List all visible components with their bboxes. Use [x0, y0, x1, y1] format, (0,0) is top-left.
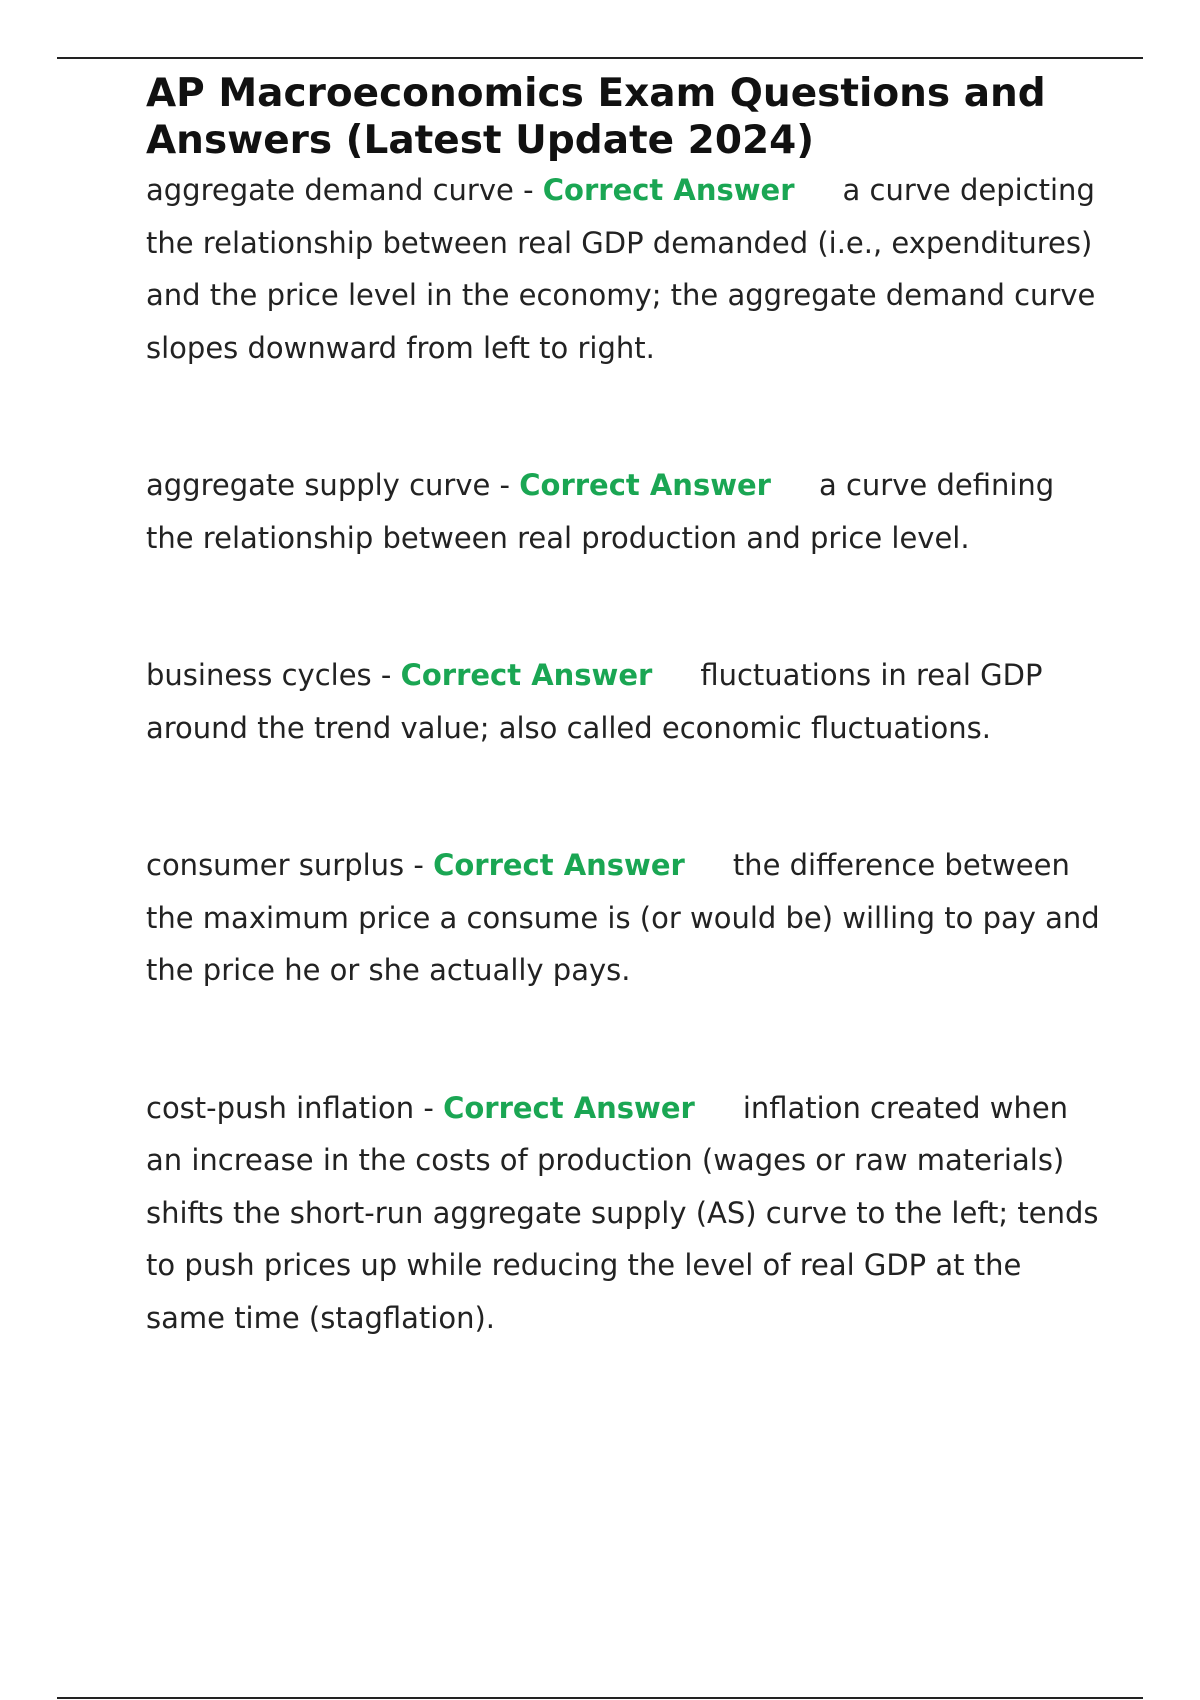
correct-answer-label: Correct Answer [433, 848, 685, 882]
correct-answer-label: Correct Answer [400, 658, 653, 692]
entry-definition: fluctuations in real GDP around the trend value; also called economic fluctuations. [146, 658, 1043, 745]
qa-entry [146, 1082, 1106, 1345]
entry-definition: a curve defining the relationship between real production and price level. [146, 468, 1055, 555]
qa-entry [146, 164, 1106, 374]
correct-answer-label: Correct Answer [519, 468, 771, 502]
document-body [146, 70, 1106, 1344]
entry-term: aggregate demand curve - [146, 173, 543, 207]
correct-answer-label: Correct Answer [443, 1090, 695, 1125]
entry-term: aggregate supply curve - [146, 468, 520, 502]
entry-definition: a curve depicting the relationship between real GDP demanded (i.e., expenditures) and the price level in the economy; the aggregate demand curve slopes downward from left to right. [146, 173, 1096, 365]
entry-term: consumer surplus - [146, 848, 434, 882]
qa-entry [146, 649, 1106, 754]
qa-entry [146, 839, 1106, 997]
entry-term: cost-push inflation - [146, 1090, 444, 1125]
document-title: AP Macroeconomics Exam Questions and Answers (Latest Update 2024) [146, 71, 1046, 163]
entry-definition: the difference between the maximum price a consume is (or would be) willing to pay and the price he or she actually pays. [146, 848, 1100, 987]
correct-answer-label: Correct Answer [542, 173, 795, 207]
bottom-rule [57, 1697, 1143, 1699]
top-rule [57, 57, 1143, 59]
qa-entry [146, 459, 1106, 564]
entry-definition: inflation created when an increase in the costs of production (wages or raw materials) shifts the short-run aggregate supply (AS) curve to the left; tends to push prices up while reducing the level of real GDP at the same time (stagflation). [146, 1090, 1099, 1335]
entry-term: business cycles - [146, 658, 401, 692]
